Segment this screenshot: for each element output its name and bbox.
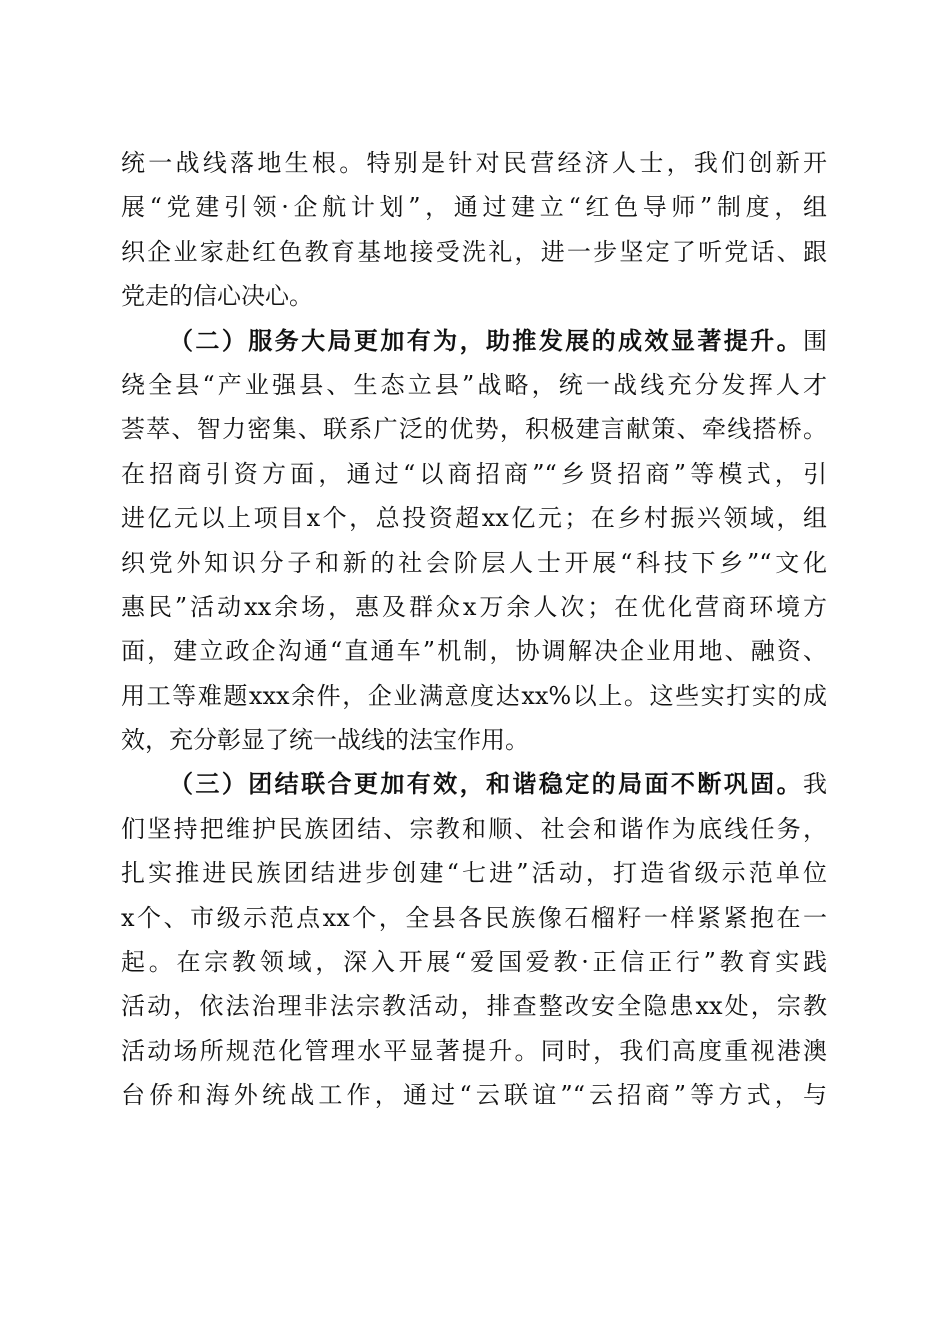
text-line: 台侨和海外统战工作，通过“云联谊”“云招商”等方式，与	[121, 1081, 827, 1110]
text-line: 荟萃、智力密集、联系广泛的优势，积极建言献策、牵线搭桥。	[121, 415, 827, 444]
text-line: 活动场所规范化管理水平显著提升。同时，我们高度重视港澳	[121, 1036, 827, 1065]
text-line: 们坚持把维护民族团结、宗教和顺、社会和谐作为底线任务，	[121, 814, 827, 843]
section-heading-line	[121, 319, 827, 363]
text-line: 织企业家赴红色教育基地接受洗礼，进一步坚定了听党话、跟	[121, 237, 827, 266]
text-line: 活动，依法治理非法宗教活动，排查整改安全隐患xx处，宗教	[121, 992, 827, 1021]
paragraph-2	[121, 319, 827, 763]
text-line: 效，充分彰显了统一战线的法宝作用。	[121, 726, 529, 755]
text-line: 织党外知识分子和新的社会阶层人士开展“科技下乡”“文化	[121, 548, 827, 577]
heading-line-continuation: 围	[803, 326, 827, 355]
text-line: 党走的信心决心。	[121, 282, 313, 311]
text-line: 在招商引资方面，通过“以商招商”“乡贤招商”等模式，引	[121, 459, 827, 488]
paragraph-1	[121, 141, 827, 319]
text-line: 起。在宗教领域，深入开展“爱国爱教·正信正行”教育实践	[121, 948, 827, 977]
text-line: 进亿元以上项目x个，总投资超xx亿元；在乡村振兴领域，组	[121, 504, 827, 533]
section-heading-2: （二）服务大局更加有为，助推发展的成效显著提升。	[169, 325, 803, 355]
text-line: x个、市级示范点xx个，全县各民族像石榴籽一样紧紧抱在一	[121, 903, 827, 932]
text-line: 扎实推进民族团结进步创建“七进”活动，打造省级示范单位	[121, 859, 827, 888]
text-line: 绕全县“产业强县、生态立县”战略，统一战线充分发挥人才	[121, 370, 827, 399]
text-line: 展“党建引领·企航计划”，通过建立“红色导师”制度，组	[121, 193, 827, 222]
document-body	[121, 141, 827, 1118]
text-line: 面，建立政企沟通“直通车”机制，协调解决企业用地、融资、	[121, 637, 827, 666]
paragraph-3	[121, 762, 827, 1117]
text-line: 统一战线落地生根。特别是针对民营经济人士，我们创新开	[121, 149, 827, 177]
section-heading-3: （三）团结联合更加有效，和谐稳定的局面不断巩固。	[169, 769, 803, 799]
text-line: 用工等难题xxx余件，企业满意度达xx%以上。这些实打实的成	[121, 681, 827, 710]
heading-line-continuation: 我	[803, 770, 827, 799]
section-heading-line	[121, 762, 827, 806]
text-line: 惠民”活动xx余场，惠及群众x万余人次；在优化营商环境方	[121, 592, 827, 621]
